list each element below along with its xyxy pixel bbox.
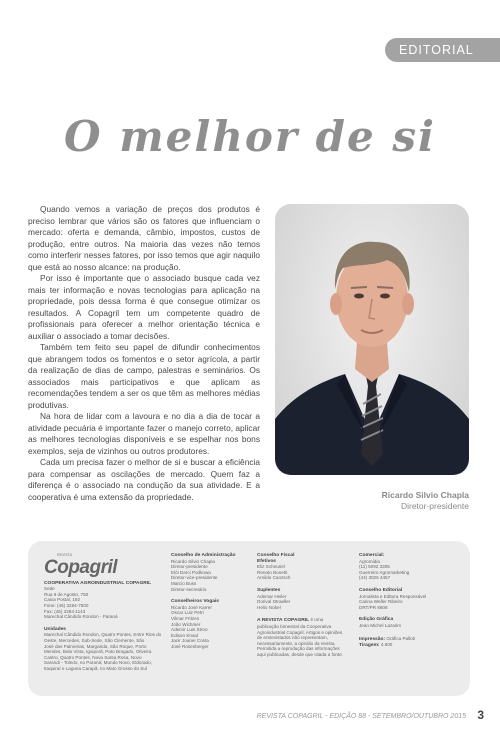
fiscal-heading: Conselho Fiscal: [257, 553, 295, 558]
unidades-line: Sarandi - Toledo, no Paraná; Mundo Novo, Eldorado,: [44, 660, 152, 666]
masthead-column-fiscal: [257, 553, 352, 658]
paragraph: Quando vemos a variação de preços dos produtos é preciso lembrar que vários são os fatores que influenciam o mercado: oferta e demanda, câmbio, impostos, custos de produção, entre outros. Na maioria das vezes não temos como interferir nesses fatores, por isso temos que agir naquilo que está ao nosso alcance: na produção.: [28, 204, 260, 272]
section-tab: [385, 38, 500, 62]
coop-name: COOPERATIVA AGROINDUSTRIAL COPAGRIL: [44, 580, 152, 586]
vogais-line: Ademir Luis Stroo: [171, 627, 208, 633]
revista-line: publicação bimestral da Cooperativa: [257, 623, 332, 629]
conselho-adm-line: Diretor-presidente: [171, 564, 208, 570]
suplentes-heading: Suplentes: [257, 587, 281, 593]
suplentes-line: Helio Nobel: [257, 604, 281, 610]
logo-small-text: REVISTA: [57, 553, 73, 557]
conselho-adm-line: Elói Darci Podkowa: [171, 569, 211, 575]
tiragem-value: 4.600: [380, 642, 393, 648]
photo-caption-role: Diretor-presidente: [400, 501, 469, 511]
comercial-heading: Comercial:: [359, 553, 385, 558]
unidades-heading: Unidades: [44, 626, 67, 632]
efetivos-line: Arnildo Canzsch: [257, 575, 291, 581]
paragraph: Também tem feito seu papel de difundir conhecimentos que abrangem todos os fomentos e o setor agrícola, a partir da realização de dias de campo, palestras e seminários. Os associados mais participativos e que aplicam as recomendações tendem a ser os que têm as melhores médias produtivas.: [28, 342, 260, 410]
comercial-line: Agromídia: [359, 558, 380, 564]
portrait-illustration: [275, 204, 469, 475]
unidades-line: Oeste, Mercedes, Sub-Sede, São Clemente, São: [44, 637, 145, 643]
editorial-line: Carina Weller Ribeiro: [359, 599, 403, 605]
comercial-line: (44) 3026 4457: [359, 575, 391, 581]
vogais-line: João Wichmer: [171, 621, 201, 627]
conselho-adm-line: Diretor-vice-presidente: [171, 575, 218, 581]
efetivos-line: Renato Bonetti: [257, 569, 288, 575]
sede-line: Marechal Cândido Rondon - Paraná: [44, 614, 118, 620]
comercial-line: Guerreiro Agromarketing: [359, 569, 410, 575]
editorial-line: Jornalista e Editora Responsável: [359, 593, 427, 599]
tiragem-label: Tiragem:: [359, 643, 380, 649]
sede-line: Fax: (45) 3284-1143: [44, 608, 86, 614]
unidades-line: Castro, Quatro Pontes, Nova Santa Rosa, Novo: [44, 654, 142, 660]
unidades-line: Marechal Cândido Rondon, Quatro Pontes, Entre Rios do: [44, 632, 162, 638]
suplentes-line: Dorival Otraeller: [257, 599, 291, 605]
conselho-adm-line: Ricardo Silvio Chapla: [171, 558, 215, 564]
unidades-line: Mendes, Bela Vista, Iguiporã, Pato Bragado, Oliveira: [44, 649, 152, 655]
vogais-line: Edison Knaul: [171, 632, 199, 638]
efetivos-line: Eliz Scheuriel: [257, 564, 285, 570]
section-label: EDITORIAL: [399, 43, 474, 57]
masthead-column-editorial: [359, 553, 459, 649]
vogais-line: José Rosenberger: [171, 643, 209, 649]
vogais-heading: Conselheiros Vogais: [171, 599, 220, 605]
efetivos-heading: Efetivos: [257, 558, 277, 564]
sede-line: Sede: [44, 586, 55, 592]
revista-heading: A REVISTA COPAGRIL: [257, 618, 310, 624]
comercial-line: (11) 5092 3305: [359, 564, 390, 570]
grafica-line: Jean Michel Lazarim: [359, 622, 402, 628]
vogais-line: Jacir Joanei Costa: [171, 638, 209, 644]
conselho-adm-line: Marcio Buss: [171, 580, 197, 586]
grafica-heading: Edição Gráfica: [359, 617, 394, 623]
vogais-line: Ricardo José Karrer: [171, 604, 212, 610]
paragraph: Cada um precisa fazer o melhor de si e buscar a eficiência para compensar as oscilações de mercado. Quem faz a diferença é o associado na condução da sua atividade. E a cooperativa é uma extensão da propriedade.: [28, 457, 260, 502]
article-body: [28, 204, 260, 503]
impressao-value: Gráfica Palloti: [386, 635, 415, 641]
page-number: 3: [477, 708, 484, 722]
masthead-column-company: [44, 553, 172, 672]
copagril-logo: Copagril: [44, 556, 118, 578]
portrait-photo: [275, 204, 469, 475]
masthead-box: [28, 541, 470, 696]
paragraph: Por isso é importante que o associado busque cada vez mais ter informação e novas tecnologias para aplicação na propriedade, pois dessa forma é que consegue otimizar os resultados. A Copagril tem um competente quadro de profissionais para oferecer a melhor orientação técnica e auxiliar o associado a tomar decisões.: [28, 273, 260, 341]
revista-line: aqui publicadas, desde que citada a fonte.: [257, 651, 344, 657]
sede-line: Fone: (45) 3284-7500: [44, 602, 89, 608]
revista-line: de entrevistados não representam,: [257, 635, 328, 641]
conselho-adm-heading: Conselho de Administração: [171, 553, 236, 558]
sede-line: Rua 9 de Agosto, 750: [44, 591, 89, 597]
editorial-line: DRT/PR 8608: [359, 604, 388, 610]
conselho-adm-line: Diretor-secretário: [171, 586, 207, 592]
page-title: O melhor de si: [64, 112, 436, 161]
suplentes-line: Ademar Heiler: [257, 593, 287, 599]
impressao-label: Impressão:: [359, 636, 386, 642]
unidades-line: José das Palmeiras, Margarida, São Roque, Porto: [44, 643, 147, 649]
photo-caption-name: Ricardo Silvio Chapla: [381, 490, 469, 500]
revista-line: é uma: [310, 617, 324, 623]
sede-line: Caixa Postal, 192: [44, 597, 81, 603]
revista-line: Agroindustrial Copagril. Artigos e opiniões: [257, 629, 343, 635]
masthead-column-board: [171, 553, 253, 650]
vogais-line: Vilmar Fritzen: [171, 615, 200, 621]
paragraph: Na hora de lidar com a lavoura e no dia a dia de tocar a atividade pecuária é importante fazer o manejo correto, aplicar as melhores tecnologias disponíveis e se espelhar nos bons exemplos, seja de vizinhos ou outros produtores.: [28, 411, 260, 456]
revista-line: necessariamente, a opinião da revista.: [257, 640, 336, 646]
footer-issue-info: REVISTA COPAGRIL - EDIÇÃO 88 - SETEMBRO/OUTUBRO 2015: [256, 713, 466, 720]
vogais-line: Oscar Luiz Petri: [171, 610, 204, 616]
revista-line: Permitida a reprodução das informações: [257, 646, 340, 652]
editorial-heading: Conselho Editorial: [359, 587, 403, 593]
unidades-line: Itaquiraí e Laguna Carapã, no Mato Grosso do Sul: [44, 665, 147, 671]
